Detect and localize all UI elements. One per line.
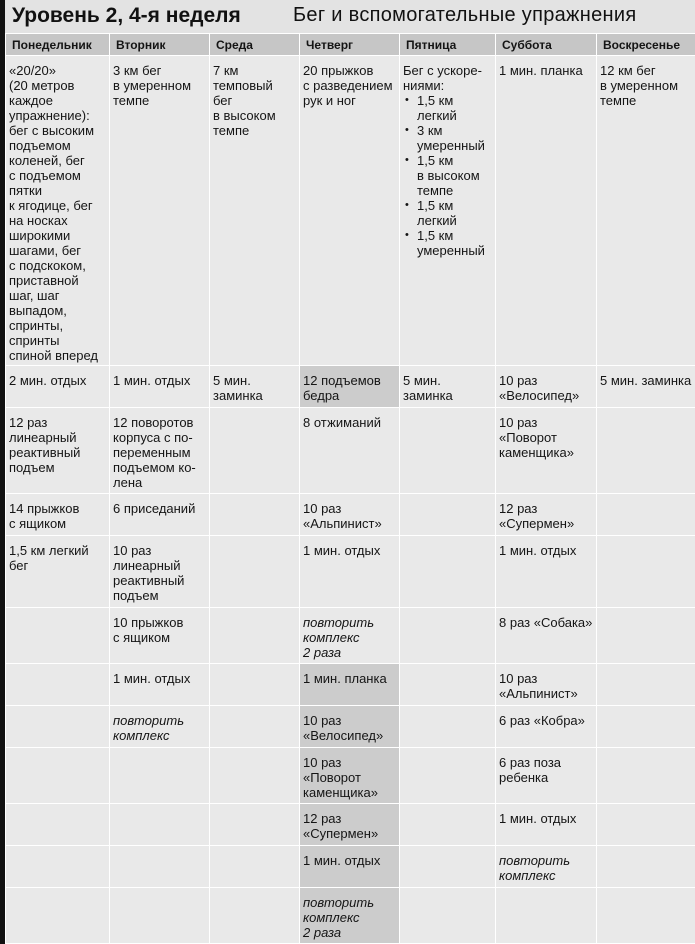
table-cell (6, 748, 110, 804)
table-cell: 5 мин. заминка (400, 366, 496, 408)
table-row (6, 366, 695, 408)
table-cell: 10 раз «Поворот каменщика» (496, 408, 597, 494)
table-row (6, 706, 695, 748)
table-cell: повторить комплекс (496, 846, 597, 888)
table-row (6, 804, 695, 846)
table-cell: 1 мин. отдых (300, 536, 400, 608)
table-cell: 10 раз линеарный реактивный подъем (110, 536, 210, 608)
table-row (6, 56, 695, 366)
table-cell: 12 км бег в умеренном темпе (597, 56, 695, 366)
table-cell (110, 846, 210, 888)
table-cell: повторить комплекс 2 раза (300, 608, 400, 664)
day-header: Вторник (110, 34, 210, 56)
table-cell: 8 раз «Собака» (496, 608, 597, 664)
table-cell: 12 поворотов корпуса с по- переменным подъемом ко- лена (110, 408, 210, 494)
table-cell: 1 мин. планка (496, 56, 597, 366)
table-cell (400, 804, 496, 846)
table-cell (210, 494, 300, 536)
table-cell (400, 608, 496, 664)
list-item: • 3 км умеренный (417, 123, 492, 153)
day-header: Воскресенье (597, 34, 695, 56)
table-cell: «20/20» (20 метров каждое упражнение): бег с высоким подъемом коленей, бег с подъемом пятки к ягодице, бег на носках широкими шагами, бег с подскоком, приставной шаг, шаг выпадом, спринты, спринты спиной вперед (6, 56, 110, 366)
table-row (6, 608, 695, 664)
day-header-row (6, 34, 695, 56)
training-schedule-table (5, 33, 695, 944)
table-row (6, 888, 695, 944)
table-cell (400, 664, 496, 706)
table-cell (6, 664, 110, 706)
table-cell (210, 408, 300, 494)
interval-list (403, 93, 492, 258)
table-cell: повторить комплекс (110, 706, 210, 748)
day-header: Суббота (496, 34, 597, 56)
table-cell: 3 км бег в умеренном темпе (110, 56, 210, 366)
table-cell: 10 раз «Велосипед» (496, 366, 597, 408)
table-cell: 5 мин. заминка (210, 366, 300, 408)
table-cell: 12 подъемов бедра (300, 366, 400, 408)
table-cell (400, 846, 496, 888)
day-header: Пятница (400, 34, 496, 56)
table-cell (6, 846, 110, 888)
table-cell (400, 706, 496, 748)
table-row (6, 536, 695, 608)
table-cell: 6 раз «Кобра» (496, 706, 597, 748)
table-cell: 1,5 км легкий бег (6, 536, 110, 608)
table-cell (597, 804, 695, 846)
table-cell (210, 664, 300, 706)
page-subtitle: Бег и вспомогательные упражнения (293, 4, 637, 26)
table-cell (400, 536, 496, 608)
interval-intro: Бег с ускоре- ниями: (403, 63, 482, 93)
table-cell (6, 706, 110, 748)
table-cell: 10 раз «Альпинист» (496, 664, 597, 706)
table-cell (400, 888, 496, 944)
table-cell (110, 804, 210, 846)
table-cell: 14 прыжков с ящиком (6, 494, 110, 536)
table-cell: 1 мин. отдых (110, 664, 210, 706)
list-item: • 1,5 км в высоком темпе (417, 153, 492, 198)
table-cell: 1 мин. планка (300, 664, 400, 706)
table-cell (210, 608, 300, 664)
table-cell (110, 888, 210, 944)
table-cell: 10 раз «Поворот каменщика» (300, 748, 400, 804)
table-cell (210, 706, 300, 748)
table-cell: 12 раз линеарный реактивный подъем (6, 408, 110, 494)
table-cell (210, 748, 300, 804)
table-cell: 10 прыжков с ящиком (110, 608, 210, 664)
table-cell (597, 494, 695, 536)
table-row (6, 664, 695, 706)
list-item: • 1,5 км легкий (417, 198, 492, 228)
table-cell: 12 раз «Супермен» (300, 804, 400, 846)
table-cell (597, 888, 695, 944)
table-cell: 2 мин. отдых (6, 366, 110, 408)
table-cell (597, 536, 695, 608)
table-cell (110, 748, 210, 804)
table-cell (400, 494, 496, 536)
table-cell: 10 раз «Велосипед» (300, 706, 400, 748)
table-cell (210, 846, 300, 888)
list-item: • 1,5 км умеренный (417, 228, 492, 258)
table-cell: 20 прыжков с разведением рук и ног (300, 56, 400, 366)
table-cell: 1 мин. отдых (110, 366, 210, 408)
table-cell (597, 846, 695, 888)
table-cell: 7 км темповый бег в высоком темпе (210, 56, 300, 366)
table-cell (400, 748, 496, 804)
table-row (6, 846, 695, 888)
table-row (6, 408, 695, 494)
table-cell: 1 мин. отдых (300, 846, 400, 888)
table-cell (496, 888, 597, 944)
table-row (6, 748, 695, 804)
day-header: Понедельник (6, 34, 110, 56)
table-cell: 8 отжиманий (300, 408, 400, 494)
table-cell: 6 приседаний (110, 494, 210, 536)
table-row (6, 494, 695, 536)
table-cell (6, 608, 110, 664)
table-cell: 6 раз поза ребенка (496, 748, 597, 804)
table-cell (597, 608, 695, 664)
table-cell (597, 706, 695, 748)
day-header: Четверг (300, 34, 400, 56)
table-cell (597, 408, 695, 494)
day-header: Среда (210, 34, 300, 56)
table-cell (597, 748, 695, 804)
table-cell: повторить комплекс 2 раза (300, 888, 400, 944)
table-cell (6, 888, 110, 944)
list-item: • 1,5 км легкий (417, 93, 492, 123)
table-cell (210, 804, 300, 846)
table-cell (210, 888, 300, 944)
table-cell (400, 56, 496, 366)
table-cell: 5 мин. заминка (597, 366, 695, 408)
table-cell: 1 мин. отдых (496, 804, 597, 846)
table-cell: 1 мин. отдых (496, 536, 597, 608)
page-title: Уровень 2, 4-я неделя (12, 4, 241, 27)
table-cell (210, 536, 300, 608)
table-cell: 10 раз «Альпинист» (300, 494, 400, 536)
table-cell: 12 раз «Супермен» (496, 494, 597, 536)
table-cell (6, 804, 110, 846)
table-cell (597, 664, 695, 706)
table-cell (400, 408, 496, 494)
title-bar (5, 0, 695, 33)
